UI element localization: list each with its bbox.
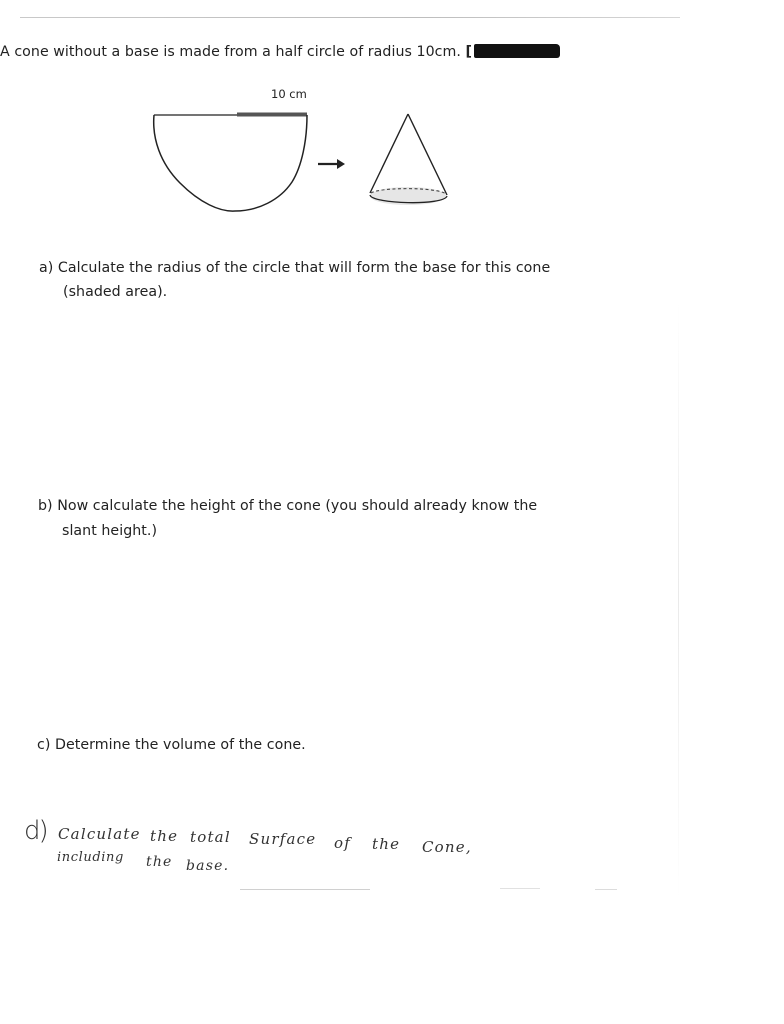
question-c-line1: c) Determine the volume of the cone. — [37, 737, 306, 753]
question-a-line2: (shaded area). — [63, 284, 168, 300]
redaction-mark — [474, 44, 560, 58]
intro-bracket: [ — [465, 44, 473, 60]
question-b-line2: slant height.) — [62, 523, 158, 539]
handwritten-word: total — [190, 828, 231, 846]
intro-statement — [0, 44, 560, 60]
handwritten-word: the — [150, 827, 179, 845]
radius-marker — [237, 113, 307, 117]
handwritten-word: of — [334, 834, 351, 852]
handwritten-word: Calculate — [58, 825, 141, 843]
intro-text: A cone without a base is made from a half circle of radius 10cm. — [0, 44, 461, 60]
scan-edge-shadow — [678, 300, 679, 900]
scan-border-line — [20, 17, 680, 18]
scan-smudge-line — [595, 889, 617, 890]
question-a-line1: a) Calculate the radius of the circle that will form the base for this cone — [39, 260, 551, 276]
scan-smudge-line — [500, 888, 540, 889]
half-circle-arc — [154, 115, 307, 211]
half-circle-to-cone-diagram — [140, 78, 470, 228]
question-b-line1: b) Now calculate the height of the cone (you should already know the — [38, 498, 538, 514]
handwritten-word: the — [146, 854, 173, 870]
handwritten-word: including — [57, 850, 124, 865]
handwritten-word: base. — [186, 858, 230, 874]
cone-left-side — [370, 114, 408, 193]
handwritten-word: Surface — [249, 830, 317, 848]
handwritten-d-label: d) — [24, 816, 47, 846]
handwritten-word: the — [372, 835, 401, 853]
arrow-head — [337, 159, 345, 169]
dimension-label: 10 cm — [271, 87, 307, 101]
handwritten-word: Cone, — [422, 838, 472, 856]
scan-smudge-line — [240, 889, 370, 890]
cone-right-side — [408, 114, 447, 195]
